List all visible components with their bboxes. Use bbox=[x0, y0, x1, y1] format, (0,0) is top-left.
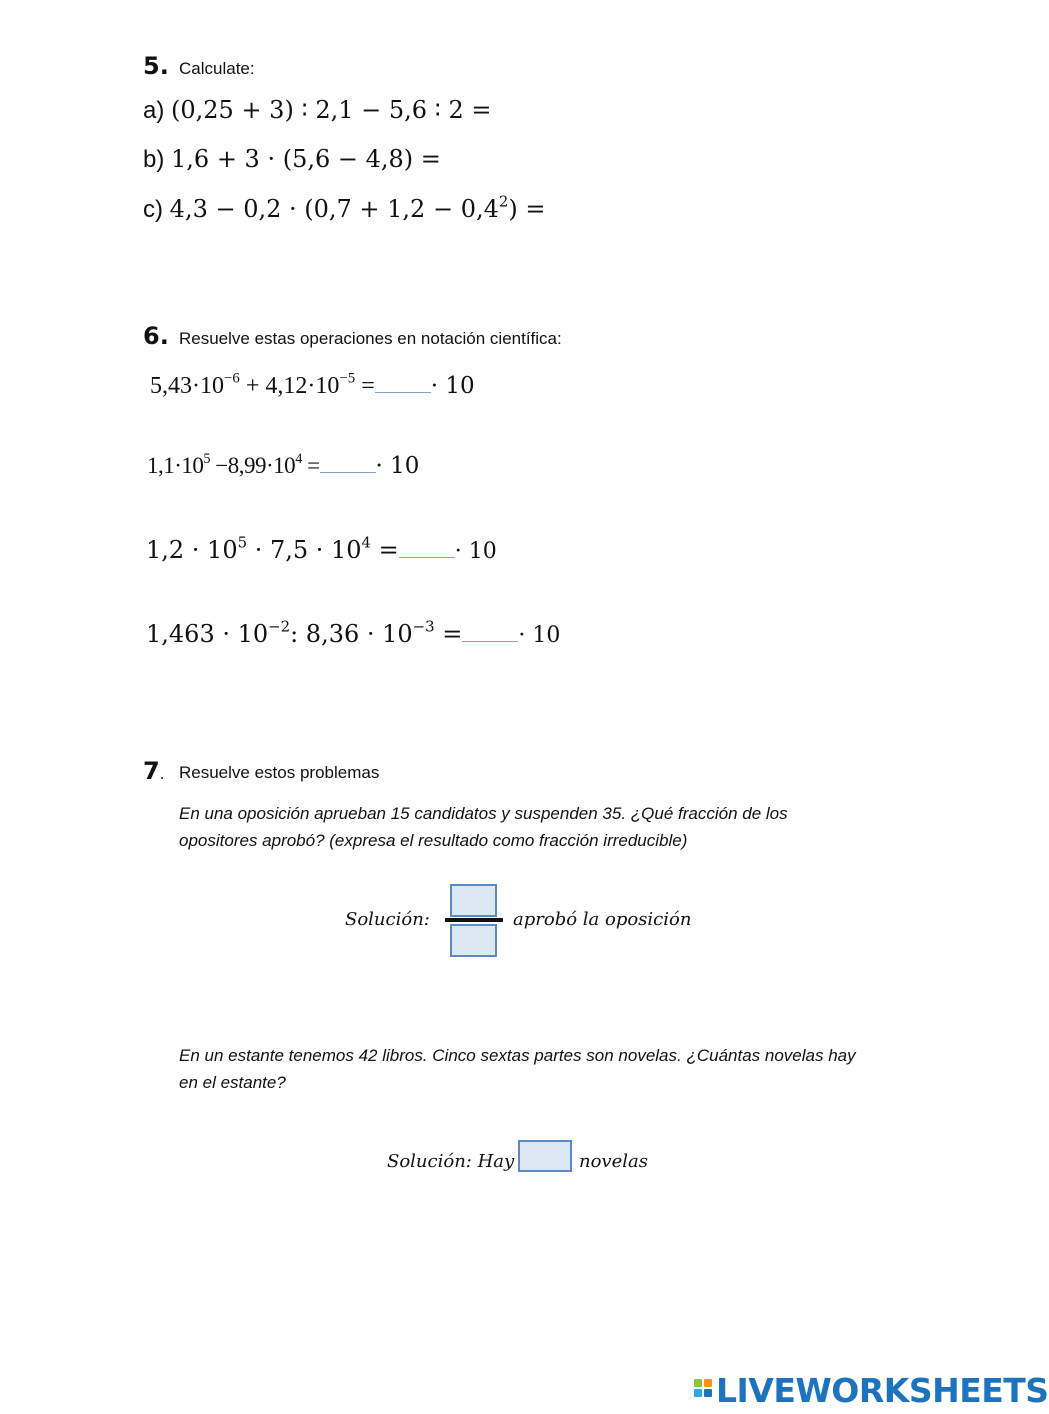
fraction-bar bbox=[445, 918, 503, 922]
exponent: −2 bbox=[268, 617, 291, 636]
exponent: 4 bbox=[295, 451, 302, 468]
answer-blank[interactable] bbox=[399, 537, 455, 558]
equals-sign: = bbox=[371, 536, 399, 564]
term: 5,43·10 bbox=[150, 373, 224, 399]
equals-sign: = bbox=[355, 373, 375, 399]
equation-3 bbox=[146, 533, 497, 564]
exercise-5a bbox=[143, 96, 492, 125]
section-5-instruction: Calculate: bbox=[179, 59, 255, 78]
term: 1,463 · 10 bbox=[146, 620, 269, 648]
section-6-instruction: Resuelve estas operaciones en notación científica: bbox=[179, 329, 562, 348]
problem-1-solution-suffix: aprobó la oposición bbox=[513, 909, 692, 930]
term: −8,99·10 bbox=[210, 453, 296, 478]
power-of-ten: · 10 bbox=[454, 539, 497, 564]
problem-1-text: En una oposición aprueban 15 candidatos y suspenden 35. ¿Qué fracción de los opositores aprobó? (expresa el resultado como fracción irreducible) bbox=[179, 804, 788, 850]
logo-square-icon bbox=[704, 1379, 712, 1387]
answer-blank[interactable] bbox=[320, 452, 376, 473]
exponent: 2 bbox=[498, 192, 509, 211]
logo-square-icon bbox=[694, 1379, 702, 1387]
equation-1 bbox=[150, 372, 475, 400]
exercise-5b bbox=[143, 145, 441, 174]
exponent: −5 bbox=[339, 370, 356, 387]
exponent: −3 bbox=[412, 617, 435, 636]
exponent: 4 bbox=[361, 533, 372, 552]
problem-2-solution-label: Solución: Hay bbox=[387, 1151, 515, 1172]
section-number-dot: . bbox=[159, 764, 165, 783]
term: 1,2 · 10 bbox=[146, 536, 238, 564]
novelas-answer-input[interactable] bbox=[518, 1140, 572, 1172]
logo-square-icon bbox=[704, 1389, 712, 1397]
equals-sign: = bbox=[301, 453, 320, 478]
term: · 7,5 · 10 bbox=[247, 536, 362, 564]
exercise-expression: 1,6 + 3 · (5,6 − 4,8) = bbox=[171, 145, 441, 173]
problem-2-text: En un estante tenemos 42 libros. Cinco sextas partes son novelas. ¿Cuántas novelas hay en el estante? bbox=[179, 1046, 856, 1092]
section-7-instruction: Resuelve estos problemas bbox=[179, 763, 380, 782]
section-6-number: 6. bbox=[143, 322, 169, 350]
equals-sign: = bbox=[434, 620, 463, 648]
exercise-expression: (0,25 + 3) ∶ 2,1 − 5,6 ∶ 2 = bbox=[171, 96, 492, 124]
denominator-input[interactable] bbox=[450, 924, 497, 957]
equation-4 bbox=[146, 617, 561, 648]
logo-square-icon bbox=[694, 1389, 702, 1397]
term: 1,1·10 bbox=[147, 453, 204, 478]
power-of-ten: · 10 bbox=[430, 373, 475, 399]
section-7-number bbox=[143, 757, 164, 785]
exercise-label: b) bbox=[143, 146, 172, 173]
equation-2 bbox=[147, 452, 419, 479]
exponent: 5 bbox=[203, 451, 211, 468]
section-number: 7 bbox=[143, 757, 160, 785]
power-of-ten: · 10 bbox=[375, 453, 420, 479]
section-5-number: 5. bbox=[143, 52, 169, 80]
liveworksheets-brand[interactable]: LIVEWORKSHEETS bbox=[716, 1371, 1049, 1410]
exercise-expression: 4,3 − 0,2 · (0,7 + 1,2 − 0,4 bbox=[169, 195, 499, 223]
term: + 4,12·10 bbox=[239, 373, 340, 399]
answer-blank[interactable] bbox=[375, 372, 431, 393]
problem-1-solution-label: Solución: bbox=[345, 909, 430, 930]
exercise-5c bbox=[143, 192, 546, 224]
exercise-label: c) bbox=[143, 196, 170, 223]
term: : 8,36 · 10 bbox=[290, 620, 413, 648]
problem-2-solution-suffix: novelas bbox=[579, 1151, 648, 1172]
numerator-input[interactable] bbox=[450, 884, 497, 917]
power-of-ten: · 10 bbox=[518, 623, 561, 648]
liveworksheets-logo-icon bbox=[694, 1379, 712, 1397]
exponent: 5 bbox=[237, 533, 248, 552]
exercise-label: a) bbox=[143, 97, 172, 124]
exponent: −6 bbox=[224, 370, 240, 387]
exercise-expression-end: ) = bbox=[508, 195, 546, 223]
answer-blank[interactable] bbox=[462, 621, 518, 642]
